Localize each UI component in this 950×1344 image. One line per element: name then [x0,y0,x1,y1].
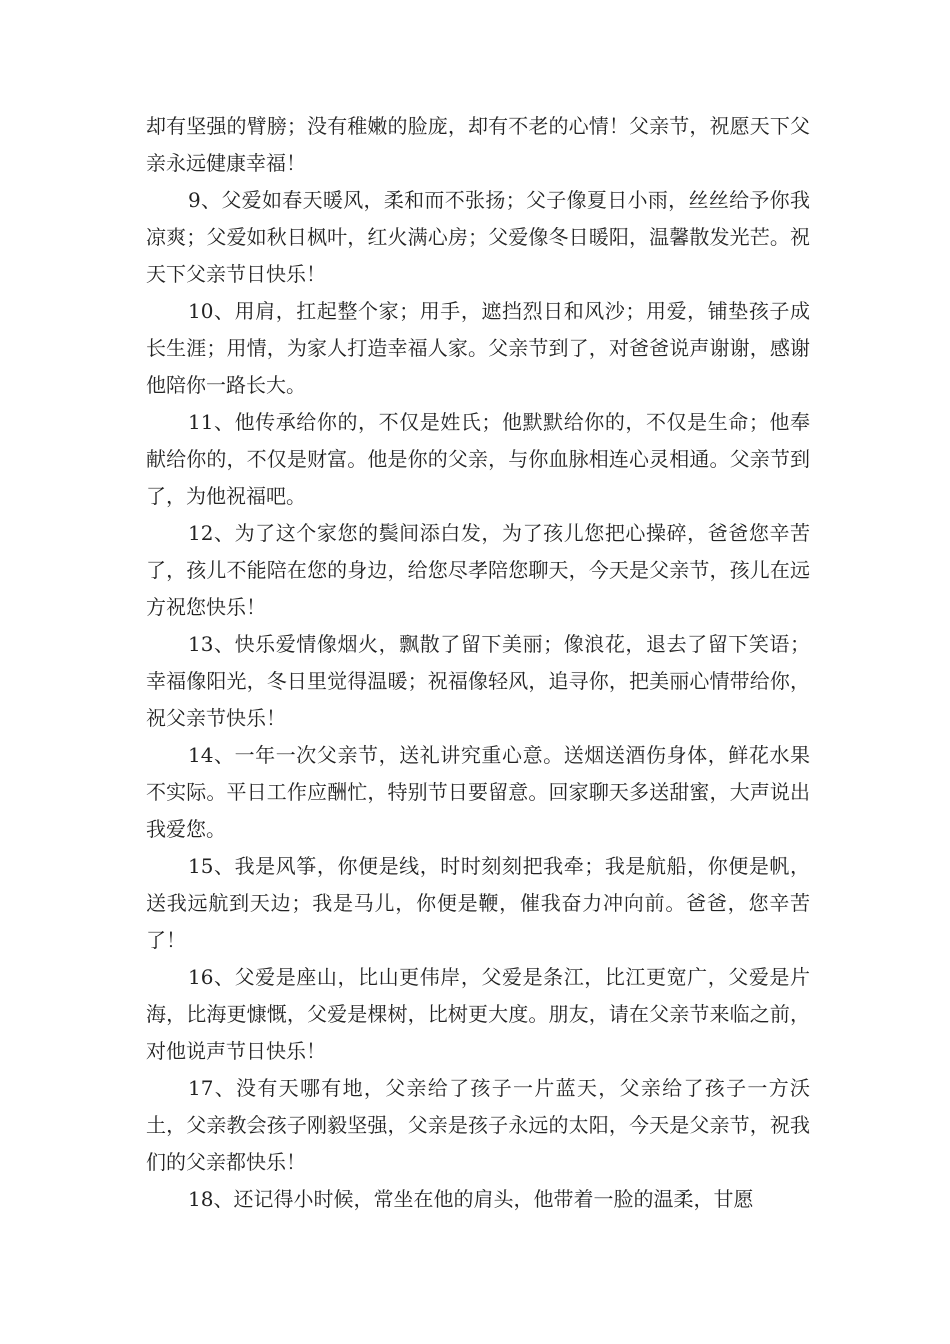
paragraph-17: 17、没有天哪有地，父亲给了孩子一片蓝天，父亲给了孩子一方沃土，父亲教会孩子刚毅坚强，父亲是孩子永远的太阳，今天是父亲节，祝我们的父亲都快乐！ [146,1076,810,1174]
paragraph-16: 16、父爱是座山，比山更伟岸，父爱是条江，比江更宽广，父爱是片海，比海更慷慨，父爱是棵树，比树更大度。朋友，请在父亲节来临之前，对他说声节日快乐！ [146,965,810,1063]
document-body [146,108,810,1218]
paragraph-9: 9、父爱如春天暖风，柔和而不张扬；父子像夏日小雨，丝丝给予你我凉爽；父爱如秋日枫叶，红火满心房；父爱像冬日暖阳，温馨散发光芒。祝天下父亲节日快乐！ [146,188,810,286]
paragraph-18: 18、还记得小时候，常坐在他的肩头，他带着一脸的温柔，甘愿 [188,1187,754,1211]
paragraph-10: 10、用肩，扛起整个家；用手，遮挡烈日和风沙；用爱，铺垫孩子成长生涯；用情，为家人打造幸福人家。父亲节到了，对爸爸说声谢谢，感谢他陪你一路长大。 [146,299,810,397]
paragraph-14: 14、一年一次父亲节，送礼讲究重心意。送烟送酒伤身体，鲜花水果不实际。平日工作应酬忙，特别节日要留意。回家聊天多送甜蜜，大声说出我爱您。 [146,743,810,841]
paragraph-continuation: 却有坚强的臂膀；没有稚嫩的脸庞，却有不老的心情！父亲节，祝愿天下父亲永远健康幸福！ [146,114,810,175]
paragraph-13: 13、快乐爱情像烟火，飘散了留下美丽；像浪花，退去了留下笑语；幸福像阳光，冬日里觉得温暖；祝福像轻风，追寻你，把美丽心情带给你，祝父亲节快乐！ [146,632,810,730]
paragraph-15: 15、我是风筝，你便是线，时时刻刻把我牵；我是航船，你便是帆，送我远航到天边；我是马儿，你便是鞭，催我奋力冲向前。爸爸，您辛苦了！ [146,854,810,952]
paragraph-11: 11、他传承给你的，不仅是姓氏；他默默给你的，不仅是生命；他奉献给你的，不仅是财富。他是你的父亲，与你血脉相连心灵相通。父亲节到了，为他祝福吧。 [146,410,810,508]
paragraph-12: 12、为了这个家您的鬓间添白发，为了孩儿您把心操碎，爸爸您辛苦了，孩儿不能陪在您的身边，给您尽孝陪您聊天，今天是父亲节，孩儿在远方祝您快乐！ [146,521,810,619]
